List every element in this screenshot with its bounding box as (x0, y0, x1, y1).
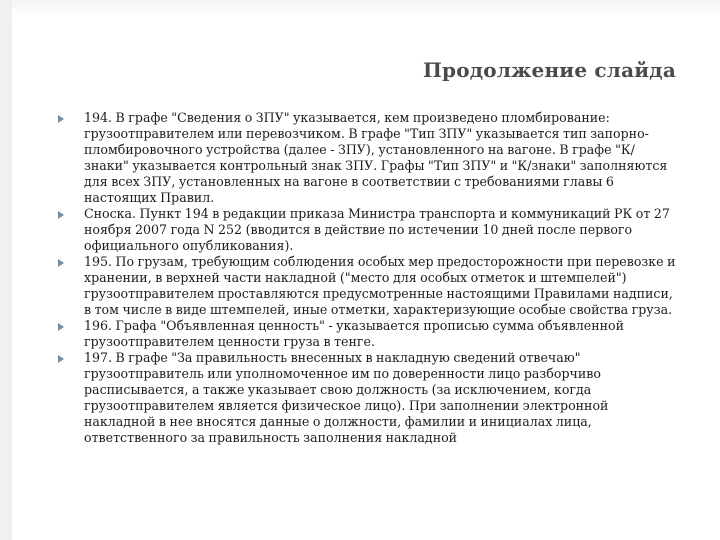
bullet-arrow-icon (58, 355, 64, 363)
bullet-text: 197. В графе "За правильность внесенных в накладную сведений отвечаю" грузоотправитель или уполномоченное им по доверенности лицо разборчиво расписывается, а также указывает свою должность (за исключением, когда грузоотправителем является физическое лицо). При заполнении электронной накладной в нее вносятся данные о должности, фамилии и инициалах лица, ответственного за правильность заполнения накладной (84, 350, 609, 445)
bullet-arrow-icon (58, 115, 64, 123)
bullet-item-footnote (58, 206, 676, 254)
bullet-item-197 (58, 350, 676, 446)
top-decor-fade (12, 0, 720, 18)
bullet-item-194 (58, 110, 676, 206)
bullet-list (58, 110, 676, 446)
bullet-text: 195. По грузам, требующим соблюдения особых мер предосторожности при перевозке и хранении, в верхней части накладной ("место для особых отметок и штемпелей") грузоотправителем проставляются предусмотренные настоящими Правилами надписи, в том числе в виде штемпелей, иные отметки, характеризующие особые свойства груза. (84, 254, 676, 317)
bullet-item-196 (58, 318, 676, 350)
bullet-arrow-icon (58, 211, 64, 219)
bullet-text: Сноска. Пункт 194 в редакции приказа Министра транспорта и коммуникаций РК от 27 ноября 2007 года N 252 (вводится в действие по истечении 10 дней после первого официального опубликования). (84, 206, 670, 253)
bullet-item-195 (58, 254, 676, 318)
bullet-text: 196. Графа "Объявленная ценность" - указывается прописью сумма объявленной грузоотправителем ценности груза в тенге. (84, 318, 625, 349)
left-decor-band (0, 0, 12, 540)
bullet-text: 194. В графе "Сведения о ЗПУ" указывается, кем произведено пломбирование: грузоотправителем или перевозчиком. В графе "Тип ЗПУ" указывается тип запорно-пломбировочного устройства (далее - ЗПУ), установленного на вагоне. В графе "К/знаки" указывается контрольный знак ЗПУ. Графы "Тип ЗПУ" и "К/знаки" заполняются для всех ЗПУ, установленных на вагоне в соответствии с требованиями главы 6 настоящих Правил. (84, 110, 668, 205)
slide-title: Продолжение слайда (422, 58, 676, 82)
bullet-arrow-icon (58, 323, 64, 331)
bullet-arrow-icon (58, 259, 64, 267)
